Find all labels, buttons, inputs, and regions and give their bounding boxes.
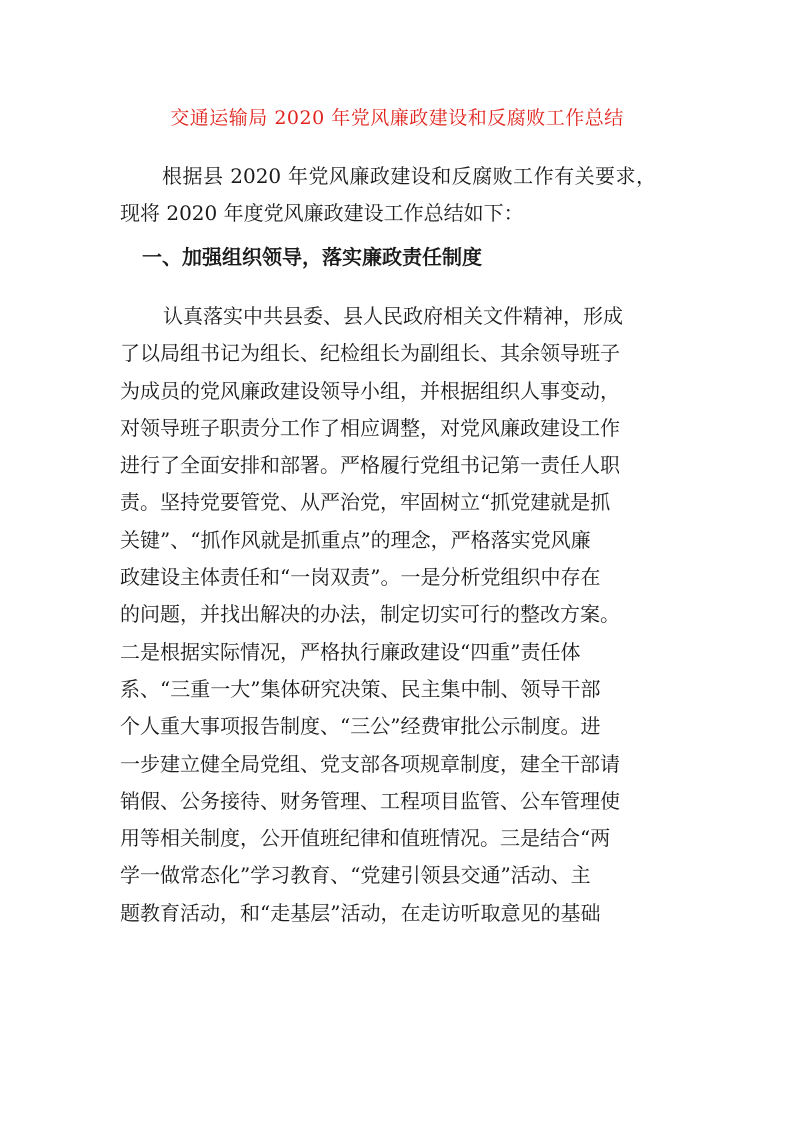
body-line: 了以局组书记为组长、纪检组长为副组长、其余领导班子 bbox=[120, 341, 620, 366]
section-heading: 一、加强组织领导，落实廉政责任制度 bbox=[142, 245, 482, 269]
body-line: 责。坚持党要管党、从严治党，牢固树立“抓党建就是抓 bbox=[120, 490, 611, 515]
document-title: 交通运输局 2020 年党风廉政建设和反腐败工作总结 bbox=[170, 107, 624, 129]
body-line: 政建设主体责任和“一岗双责”。一是分析党组织中存在 bbox=[120, 565, 601, 590]
body-line: 个人重大事项报告制度、“三公”经费审批公示制度。进 bbox=[120, 714, 601, 739]
body-line: 学一做常态化”学习教育、“党建引领县交通”活动、主 bbox=[120, 863, 591, 888]
body-line: 用等相关制度，公开值班纪律和值班情况。三是结合“两 bbox=[120, 826, 611, 851]
body-line: 系、“三重一大”集体研究决策、民主集中制、领导干部 bbox=[120, 676, 601, 701]
body-line: 销假、公务接待、财务管理、工程项目监管、公车管理使 bbox=[120, 788, 620, 813]
body-line: 为成员的党风廉政建设领导小组，并根据组织人事变动， bbox=[120, 378, 620, 403]
body-line: 对领导班子职责分工作了相应调整，对党风廉政建设工作 bbox=[120, 415, 620, 440]
body-line: 一步建立健全局党组、党支部各项规章制度，建全干部请 bbox=[120, 751, 620, 776]
intro-paragraph: 根据县 2020 年党风廉政建设和反腐败工作有关要求，现将 2020 年度党风廉政建设工作总结如下： bbox=[120, 164, 656, 225]
section-body bbox=[120, 298, 660, 932]
body-line: 认真落实中共县委、县人民政府相关文件精神，形成 bbox=[163, 304, 623, 328]
body-line: 进行了全面安排和部署。严格履行党组书记第一责任人职 bbox=[120, 453, 620, 478]
body-line: 关键”、“抓作风就是抓重点”的理念，严格落实党风廉 bbox=[120, 527, 591, 552]
body-line: 题教育活动，和“走基层”活动，在走访听取意见的基础 bbox=[120, 900, 601, 925]
body-line: 二是根据实际情况，严格执行廉政建设“四重”责任体 bbox=[120, 639, 581, 664]
body-line: 的问题，并找出解决的办法，制定切实可行的整改方案。 bbox=[120, 602, 620, 627]
